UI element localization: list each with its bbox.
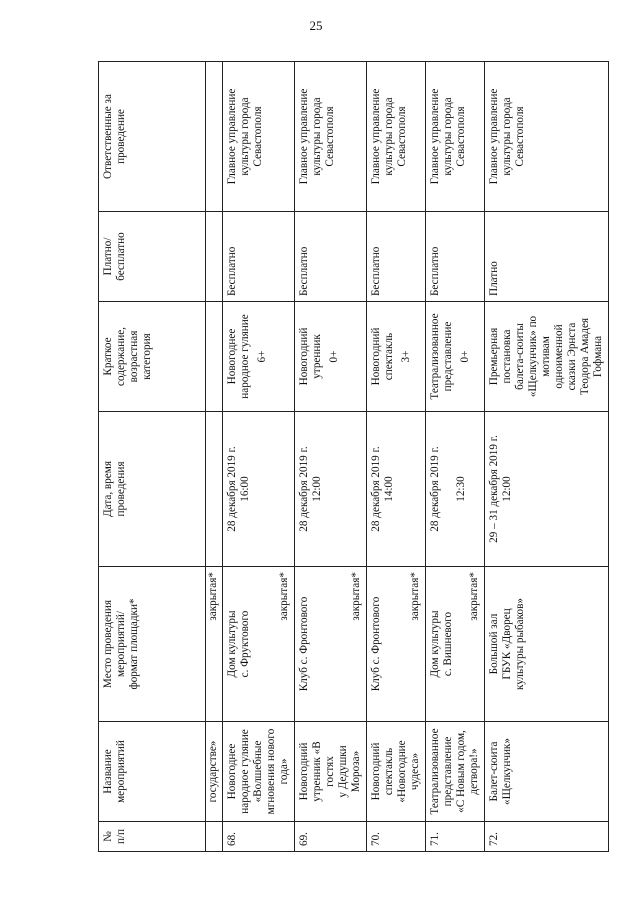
place-text: Дом культуры с. Фруктового <box>226 610 251 678</box>
cell-number: 68. <box>223 822 295 852</box>
cell-summary <box>367 302 426 412</box>
table-row <box>426 62 485 852</box>
age-category: 6+ <box>256 350 268 363</box>
table-row <box>295 62 367 852</box>
place-text: Клуб с. Фронтового <box>370 596 382 692</box>
cell-responsible: Главное управление культуры города Севастополя <box>367 62 426 212</box>
cell-payment: Бесплатно <box>295 212 367 302</box>
cell-summary: Премьерная постановка балета-сюиты «Щелкунчик» по мотивам одноименной сказки Эрнста Теодора Амадея Гофмана <box>485 302 609 412</box>
table-header-row <box>99 62 206 852</box>
cell-empty <box>206 212 223 302</box>
events-table <box>98 61 609 852</box>
summary-text: Новогоднее народное гуляние <box>226 314 251 399</box>
cell-summary <box>295 302 367 412</box>
header-datetime: Дата, время проведения <box>99 412 206 567</box>
age-category: 0+ <box>328 350 340 363</box>
place-text: Клуб с. Фронтового <box>298 596 310 692</box>
rotated-table-container <box>98 62 604 852</box>
cell-number: 69. <box>295 822 367 852</box>
table-row <box>485 62 609 852</box>
header-summary: Краткое содержание, возрастная категория <box>99 302 206 412</box>
cell-empty <box>206 412 223 567</box>
cell-payment: Платно <box>485 212 609 302</box>
cell-continuation-format <box>206 567 223 722</box>
header-responsible: Ответственные за проведение <box>99 62 206 212</box>
cell-number: 72. <box>485 822 609 852</box>
summary-text: Новогодний утренник <box>298 327 323 386</box>
age-category: 0+ <box>459 350 471 363</box>
table-row <box>223 62 295 852</box>
cell-name: Балет-сюита «Щелкунчик» <box>485 722 609 822</box>
cell-payment: Бесплатно <box>367 212 426 302</box>
cell-place <box>367 567 426 722</box>
place-text: Дом культуры с. Вишневого <box>429 610 454 678</box>
cell-responsible: Главное управление культуры города Севастополя <box>223 62 295 212</box>
cell-datetime: 28 декабря 2019 г. 12:00 <box>295 412 367 567</box>
cell-summary <box>223 302 295 412</box>
header-name: Название мероприятий <box>99 722 206 822</box>
cell-datetime: 28 декабря 2019 г. 14:00 <box>367 412 426 567</box>
cell-name: Новогоднее народное гуляние «Волшебные мгновения нового года» <box>223 722 295 822</box>
cell-place <box>295 567 367 722</box>
cell-responsible: Главное управление культуры города Севастополя <box>426 62 485 212</box>
age-category: 3+ <box>400 350 412 363</box>
header-payment: Платно/ бесплатно <box>99 212 206 302</box>
header-number: № п/п <box>99 822 206 852</box>
cell-datetime: 29 – 31 декабря 2019 г. 12:00 <box>485 412 609 567</box>
cell-name: Театрализованное представление «С Новым годом, детвора!» <box>426 722 485 822</box>
cell-payment: Бесплатно <box>223 212 295 302</box>
continuation-row <box>206 62 223 852</box>
cell-place <box>485 567 609 722</box>
format-closed: закрытая* <box>350 572 362 621</box>
header-place: Место проведения мероприятий/ формат площадки* <box>99 567 206 722</box>
format-closed: закрытая* <box>468 572 480 621</box>
summary-text: Новогодний спектакль <box>370 327 395 386</box>
cell-place <box>223 567 295 722</box>
format-closed: закрытая* <box>207 572 219 621</box>
cell-responsible: Главное управление культуры города Севастополя <box>485 62 609 212</box>
cell-payment: Бесплатно <box>426 212 485 302</box>
summary-text: Театрализованное представление <box>429 313 454 400</box>
cell-empty <box>206 822 223 852</box>
table-row <box>367 62 426 852</box>
cell-name: Новогодний спектакль «Новогодние чудеса» <box>367 722 426 822</box>
cell-empty <box>206 302 223 412</box>
cell-place <box>426 567 485 722</box>
format-closed: закрытая* <box>409 572 421 621</box>
cell-responsible: Главное управление культуры города Севастополя <box>295 62 367 212</box>
cell-summary <box>426 302 485 412</box>
cell-number: 70. <box>367 822 426 852</box>
cell-name: Новогодний утренник «В гостях у Дедушки Мороза» <box>295 722 367 822</box>
format-closed: закрытая* <box>278 572 290 621</box>
cell-datetime: 28 декабря 2019 г. 16:00 <box>223 412 295 567</box>
cell-datetime: 28 декабря 2019 г. 12:30 <box>426 412 485 567</box>
cell-empty <box>206 62 223 212</box>
cell-number: 71. <box>426 822 485 852</box>
page-number: 25 <box>309 18 323 33</box>
place-text: Большой зал ГБУК «Дворец культуры рыбаков» <box>488 598 526 690</box>
cell-continuation-name: государстве» <box>206 722 223 822</box>
